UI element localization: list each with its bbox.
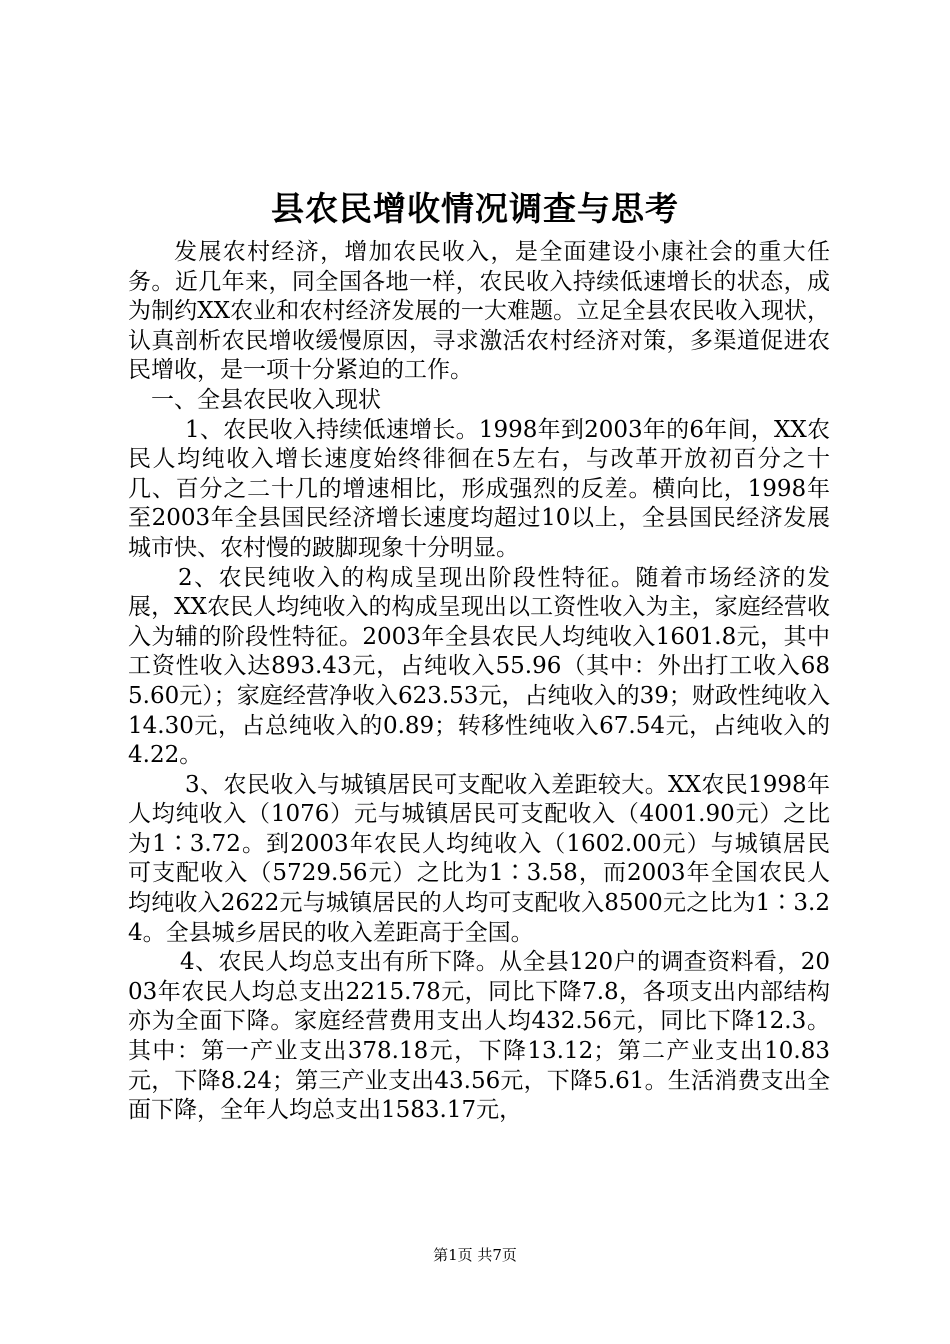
paragraph-item-1: 1、农民收入持续低速增长。1998年到2003年的6年间，XX农民人均纯收入增长速度始终徘徊在5左右，与改革开放初百分之十几、百分之二十几的增速相比，形成强烈的反差。横向比，1998年至2003年全县国民经济增长速度均超过10以上，全县国民经济发展城市快、农村慢的跛脚现象十分明显。	[128, 416, 830, 561]
paragraph-item-2: 2、农民纯收入的构成呈现出阶段性特征。随着市场经济的发展，XX农民人均纯收入的构成呈现出以工资性收入为主，家庭经营收入为辅的阶段性特征。2003年全县农民人均纯收入1601.8元，其中工资性收入达893.43元，占纯收入55.96（其中：外出打工收入685.60元）；家庭经营净收入623.53元，占纯收入的39；财政性纯收入14.30元，占总纯收入的0.89；转移性纯收入67.54元，占纯收入的4.22。	[128, 564, 830, 769]
document-title: 县农民增收情况调查与思考	[271, 189, 679, 228]
section-heading: 一、全县农民收入现状	[151, 386, 381, 413]
document-body	[128, 238, 830, 1126]
page-number-footer: 第1页 共7页	[433, 1246, 517, 1264]
intro-paragraph: 发展农村经济，增加农民收入，是全面建设小康社会的重大任务。近几年来，同全国各地一样，农民收入持续低速增长的状态，成为制约XX农业和农村经济发展的一大难题。立足全县农民收入现状，认真剖析农民增收缓慢原因，寻求激活农村经济对策，多渠道促进农民增收，是一项十分紧迫的工作。	[128, 239, 830, 384]
paragraph-item-4: 4、农民人均总支出有所下降。从全县120户的调查资料看，2003年农民人均总支出2215.78元，同比下降7.8，各项支出内部结构亦为全面下降。家庭经营费用支出人均432.56元，同比下降12.3。其中：第一产业支出378.18元，下降13.12；第二产业支出10.83元，下降8.24；第三产业支出43.56元，下降5.61。生活消费支出全面下降，全年人均总支出1583.17元，	[128, 949, 830, 1124]
paragraph-item-3: 3、农民收入与城镇居民可支配收入差距较大。XX农民1998年人均纯收入（1076）元与城镇居民可支配收入（4001.90元）之比为1∶3.72。到2003年农民人均纯收入（1602.00元）与城镇居民可支配收入（5729.56元）之比为1∶3.58，而2003年全国农民人均纯收入2622元与城镇居民的人均可支配收入8500元之比为1∶3.24。全县城乡居民的收入差距高于全国。	[128, 771, 830, 946]
